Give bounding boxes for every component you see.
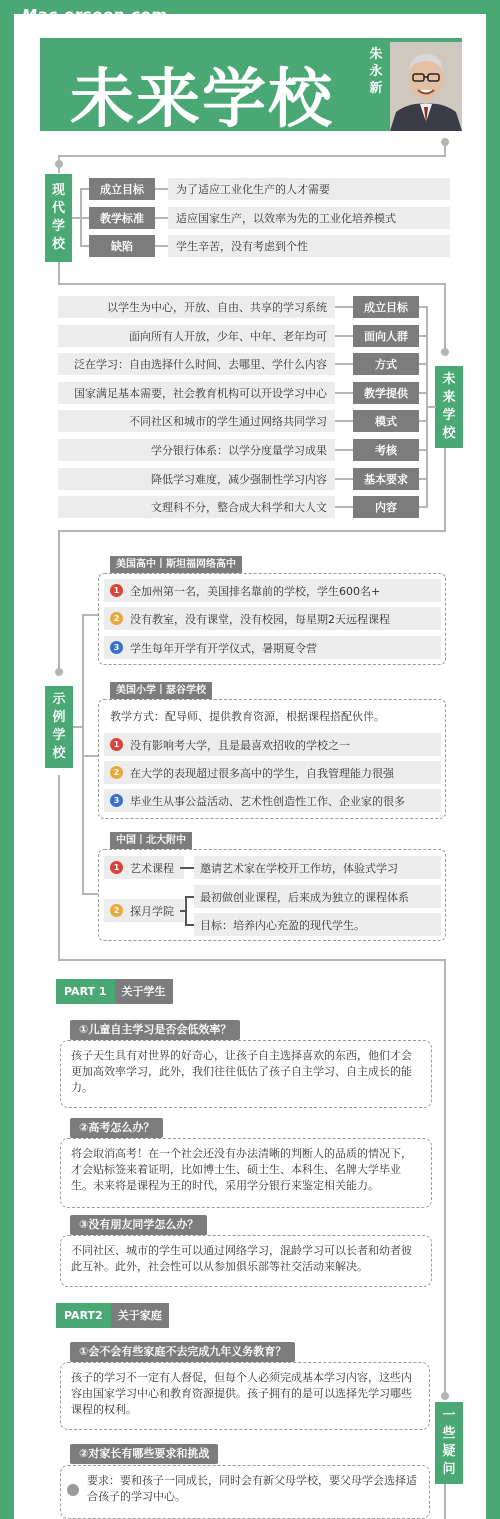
bracket-line <box>82 614 84 894</box>
question-1-3: ③没有朋友同学怎么办？ <box>70 1215 207 1235</box>
number-2-icon: 2 <box>110 766 123 779</box>
us-primary-item-2: 2 在大学的表现超过很多高中的学生，自我管理能力很强 <box>104 761 441 784</box>
future-desc-3: 泛在学习：自由选择什么时间、去哪里、学什么内容 <box>58 353 335 375</box>
connector-line <box>58 262 60 284</box>
link-line <box>155 217 168 219</box>
number-1-icon: 1 <box>110 738 123 751</box>
page-title: 未来学校 <box>70 63 334 137</box>
number-1-icon: 1 <box>110 861 123 874</box>
bracket-line <box>185 924 194 926</box>
watermark: Mac.orsoon.com <box>22 6 168 24</box>
china-tan-item-2: 目标：培养内心充盈的现代学生。 <box>194 913 441 936</box>
answer-2-1: 孩子的学习不一定有人督促，但每个人必须完成基本学习内容，这些内容由国家学习中心和教育资源提供。孩子拥有的是可以选择先学习哪些课程的权利。 <box>60 1362 430 1430</box>
bracket-line <box>419 306 428 308</box>
number-2-icon: 2 <box>110 612 123 625</box>
future-desc-4: 国家满足基本需要，社会教育机构可以开设学习中心 <box>58 382 335 404</box>
connector-line <box>444 1484 446 1519</box>
bullet-icon <box>67 1484 79 1496</box>
bracket-line <box>80 188 89 190</box>
number-2-icon: 2 <box>110 904 123 917</box>
link-line <box>180 867 194 869</box>
current-desc-1: 为了适应工业化生产的人才需要 <box>168 178 450 200</box>
bracket-line <box>419 363 428 365</box>
bracket-line <box>419 506 428 508</box>
future-label-8: 内容 <box>353 496 419 518</box>
connector-line <box>58 155 446 157</box>
answer-1-2: 将会取消高考！在一个社会还没有办法清晰的判断人的品质的情况下，才会贴标签来着证明，比如博士生、硕士生、本科生、名牌大学毕业生。未来将是课程为王的时代，采用学分银行来鉴定相关能力。 <box>60 1138 432 1208</box>
question-1-2: ②高考怎么办？ <box>70 1118 163 1138</box>
future-desc-6: 学分银行体系：以学分度量学习成果 <box>58 439 335 461</box>
future-desc-7: 降低学习难度，减少强制性学习内容 <box>58 468 335 490</box>
future-desc-1: 以学生为中心，开放、自由、共享的学习系统 <box>58 296 335 318</box>
future-school-tag: 未来学校 <box>435 366 463 448</box>
link-line <box>335 363 353 365</box>
connector-dot <box>441 348 449 356</box>
future-label-2: 面向人群 <box>353 325 419 347</box>
question-1-1: ①儿童自主学习是否会低效率？ <box>70 1020 240 1040</box>
future-label-1: 成立目标 <box>353 296 419 318</box>
answer-2-2: 要求：要和孩子一同成长，同时会有新父母学校，要父母学会选择适合孩子的学习中心。 <box>60 1465 430 1519</box>
link-line <box>335 420 353 422</box>
current-desc-2: 适应国家生产，以效率为先的工业化培养模式 <box>168 207 450 229</box>
bracket-line <box>82 755 98 757</box>
answer-1-1: 孩子天生具有对世界的好奇心，让孩子自主选择喜欢的东西，他们才会更加高效率学习，此外，我们往往低估了孩子自主学习、自主成长的能力。 <box>60 1040 432 1108</box>
part2-header <box>56 1303 169 1328</box>
connector-dot <box>441 1392 449 1400</box>
bracket-line <box>419 335 428 337</box>
current-desc-3: 学生辛苦，没有考虑到个性 <box>168 235 450 257</box>
link-line <box>335 478 353 480</box>
part2-number: PART2 <box>56 1303 111 1328</box>
china-art-label: 1 艺术课程 <box>104 856 184 879</box>
bracket-line <box>180 910 185 912</box>
part1-number: PART 1 <box>56 979 115 1004</box>
china-tan-item-1: 最初做创业课程，后来成为独立的课程体系 <box>194 885 441 908</box>
bracket-line <box>419 449 428 451</box>
future-desc-5: 不同社区和城市的学生通过网络共同学习 <box>58 410 335 432</box>
bracket-line <box>82 893 98 895</box>
link-line <box>335 449 353 451</box>
connector-line <box>58 530 446 532</box>
part2-title: 关于家庭 <box>111 1303 169 1328</box>
connector-line <box>444 959 446 1399</box>
future-desc-2: 面向所有人开放，少年、中年、老年均可 <box>58 325 335 347</box>
bracket-line <box>185 896 187 925</box>
link-line <box>335 392 353 394</box>
question-2-2: ②对家长有哪些要求和挑战 <box>70 1444 218 1464</box>
future-desc-8: 文理科不分，整合成大科学和大人文 <box>58 496 335 518</box>
link-line <box>335 335 353 337</box>
bracket-line <box>80 245 89 247</box>
examples-tag: 示例学校 <box>45 686 73 768</box>
future-label-7: 基本要求 <box>353 468 419 490</box>
china-tan-label: 2 探月学院 <box>104 899 184 922</box>
number-3-icon: 3 <box>110 794 123 807</box>
us-high-title: 美国高中丨斯坦福网络高中 <box>110 556 242 573</box>
number-1-icon: 1 <box>110 584 123 597</box>
question-2-1: ①会不会有些家庭不去完成九年义务教育？ <box>70 1342 295 1362</box>
bracket-line <box>73 726 83 728</box>
current-label-2: 教学标准 <box>89 207 155 229</box>
future-label-5: 模式 <box>353 410 419 432</box>
connector-line <box>58 530 60 675</box>
link-line <box>335 306 353 308</box>
connector-line <box>58 283 446 285</box>
us-high-item-2: 2 没有教室，没有课堂，没有校园，每星期2天远程课程 <box>104 607 441 630</box>
number-3-icon: 3 <box>110 641 123 654</box>
bracket-line <box>185 896 194 898</box>
us-primary-item-1: 1 没有影响考大学，且是最喜欢招收的学校之一 <box>104 733 441 756</box>
future-label-4: 教学提供 <box>353 382 419 404</box>
us-primary-intro: 教学方式：配导师、提供教育资源，根据课程搭配伙伴。 <box>110 709 385 723</box>
link-line <box>155 245 168 247</box>
part1-header <box>56 979 173 1004</box>
china-title: 中国丨北大附中 <box>110 832 192 849</box>
us-primary-item-3: 3 毕业生从事公益活动、艺术性创造性工作、企业家的很多 <box>104 789 441 812</box>
bracket-line <box>419 478 428 480</box>
author-name: 朱永新 <box>369 47 383 96</box>
bracket-line <box>80 217 89 219</box>
answer-1-3: 不同社区、城市的学生可以通过网络学习，混龄学习可以长者和幼者彼此互补。此外，社会性可以从参加俱乐部等社交活动来解决。 <box>60 1235 432 1287</box>
connector-dot <box>55 668 63 676</box>
connector-line <box>444 283 446 353</box>
connector-dot <box>55 160 63 168</box>
link-line <box>335 506 353 508</box>
title-banner <box>40 38 462 137</box>
connector-line <box>444 448 446 530</box>
future-label-3: 方式 <box>353 353 419 375</box>
connector-line <box>58 959 446 961</box>
author-portrait <box>390 42 462 131</box>
future-label-6: 考核 <box>353 439 419 461</box>
bracket-line <box>426 406 436 408</box>
questions-tag: 一些疑问 <box>435 1402 463 1484</box>
bracket-line <box>419 392 428 394</box>
china-art-text: 邀请艺术家在学校开工作坊，体验式学习 <box>194 856 441 879</box>
connector-line <box>58 775 60 960</box>
us-primary-title: 美国小学丨瑟谷学校 <box>110 682 212 699</box>
bracket-line <box>82 614 98 616</box>
connector-line <box>444 142 446 156</box>
current-school-tag: 现代学校 <box>45 174 72 262</box>
part1-title: 关于学生 <box>115 979 173 1004</box>
link-line <box>155 188 168 190</box>
current-label-1: 成立目标 <box>89 178 155 200</box>
us-high-item-1: 1 全加州第一名，美国排名靠前的学校，学生600名+ <box>104 579 441 602</box>
us-high-item-3: 3 学生每年开学有开学仪式，暑期夏令营 <box>104 636 441 659</box>
current-label-3: 缺陷 <box>89 235 155 257</box>
bracket-line <box>419 420 428 422</box>
